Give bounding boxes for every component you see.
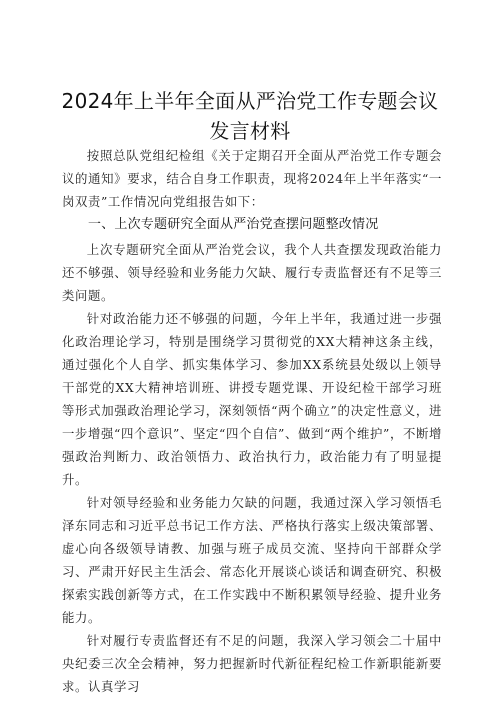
political-ability-paragraph: 针对政治能力还不够强的问题，今年上半年，我通过进一步强化政治理论学习，特别是围绕学习贯彻党的XX大精神这条主线，通过强化个人自学、抓实集体学习、参加XX系统县处级以上领导干部党的XX大精神培训班、讲授专题党课、开设纪检干部学习班等形式加强政治理论学习，深刻领悟“两个确立”的决定性意义，进一步增强“四个意识”、坚定“四个自信”、做到“两个维护”，不断增强政治判断力、政治领悟力、政治执行力，政治能力有了明显提升。 (62, 311, 442, 487)
document-body (62, 144, 442, 698)
supervision-paragraph: 针对履行专责监督还有不足的问题，我深入学习领会二十届中央纪委三次全会精神，努力把握新时代新征程纪检工作新职能新要求。认真学习 (62, 633, 442, 694)
leadership-experience-paragraph: 针对领导经验和业务能力欠缺的问题，我通过深入学习领悟毛泽东同志和习近平总书记工作方法、严格执行落实上级决策部署、虚心向各级领导请教、加强与班子成员交流、坚持向干部群众学习、严肃开好民主生活会、常态化开展谈心谈话和调查研究、积极探索实践创新等方式，在工作实践中不断积累领导经验、提升业务能力。 (62, 495, 442, 625)
document-title: 2024年上半年全面从严治党工作专题会议发言材料 (61, 89, 439, 143)
section-heading: 一、上次专题研究全面从严治党查摆问题整改情况 (88, 217, 379, 232)
problems-summary-paragraph: 上次专题研究全面从严治党会议，我个人共查摆发现政治能力还不够强、领导经验和业务能力欠缺、履行专责监督还有不足等三类问题。 (62, 242, 442, 303)
intro-paragraph: 按照总队党组纪检组《关于定期召开全面从严治党工作专题会议的通知》要求，结合自身工作职责，现将2024年上半年落实“一岗双责”工作情况向党组报告如下： (62, 148, 442, 209)
